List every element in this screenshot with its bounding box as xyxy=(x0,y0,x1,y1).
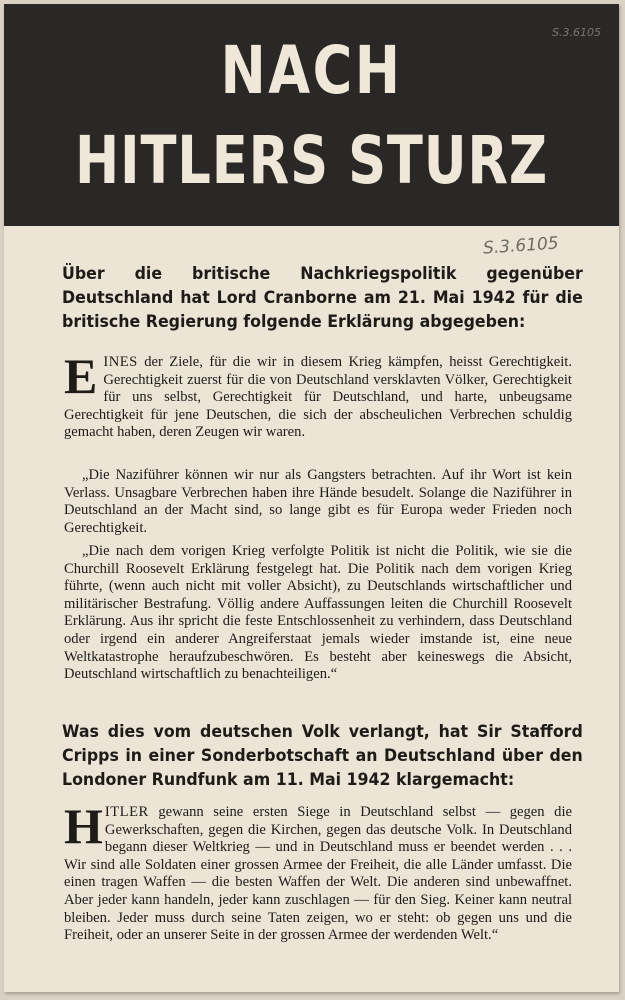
archive-stamp-top: S.3.6105 xyxy=(552,26,601,39)
section1-heading: Über die britische Nachkriegspolitik gegenüber Deutschland hat Lord Cranborne am 21. Mai 1942 für die britische Regierung folgende Erklärung abgegeben: xyxy=(62,264,583,332)
section1-paragraph-2: „Die Naziführer können wir nur als Gangsters betrachten. Auf ihr Wort ist kein Verlass. Unsagbare Verbrechen haben ihre Hände besudelt. Solange die Naziführer in Deutschland an der Macht sind, so lange gibt es für Europa weder Frieden noch Gerechtigkeit. xyxy=(64,467,572,536)
opening-caps: INES xyxy=(103,354,138,370)
section2-paragraph-1 xyxy=(64,798,572,945)
title-line-2: HITLERS STURZ xyxy=(75,122,548,199)
section1-paragraph-3: „Die nach dem vorigen Krieg verfolgte Politik ist nicht die Politik, wie sie die Churchill Roosevelt Erklärung festgelegt hat. Die Politik nach dem vorigen Krieg führte, (wenn auch nicht mit voller Absicht), zu Deutschlands wirtschaftlicher und militärischer Bestrafung. Völlig andere Auffassungen leiten die Churchill Roosevelt Erklärung. Aus ihr spricht die feste Entschlossenheit zu verhindern, dass Deutschland oder irgend ein anderer Angreiferstaat jemals wieder imstande ist, eine neue Weltkatastrophe heraufzubeschwören. Es besteht aber keineswegs die Absicht, Deutschland wirtschaftlich zu benachteiligen.“ xyxy=(64,543,572,683)
leaflet-page xyxy=(4,4,619,992)
section1-paragraph-1 xyxy=(64,348,572,442)
dropcap-letter: H xyxy=(64,798,103,854)
section2-heading: Was dies vom deutschen Volk verlangt, hat Sir Stafford Cripps in einer Sonderbotschaft an Deutschland über den Londoner Rundfunk am 11. Mai 1942 klargemacht: xyxy=(62,722,583,790)
dropcap-letter: E xyxy=(64,348,98,404)
paragraph-text: der Ziele, für die wir in diesem Krieg kämpfen, heisst Gerechtigkeit. Gerechtigkeit zuerst für die von Deutschland versklavten Völker, Gerechtigkeit für uns selbst, Gerechtigkeit für Deutschland, und harte, unbeugsame Gerechtigkeit für jene Deutschen, die sich der abscheulichen Verbrechen schuldig gemacht haben, deren Zeugen wir waren. xyxy=(64,354,572,441)
opening-caps: ITLER xyxy=(104,804,149,820)
title-line-1: NACH xyxy=(220,32,403,109)
paragraph-text: gewann seine ersten Siege in Deutschland selbst — gegen die Gewerkschaften, gegen die Kirchen, gegen das deutsche Volk. In Deutschland begann dieser Weltkrieg — und in Deutschland muss er beendet werden . . . Wir sind alle Soldaten einer grossen Armee der Freiheit, die alle Länder umfasst. Die einen tragen Waffen — die besten Waffen der Welt. Die anderen sind unbewaffnet. Aber jeder kann handeln, jeder kann zuschlagen — für den Sieg. Keiner kann neutral bleiben. Jeder muss durch seine Taten zeigen, wo er steht: ob gegen uns und die Freiheit, oder an unserer Seite in der grossen Armee der werdenden Welt.“ xyxy=(64,804,572,944)
archive-stamp-handwritten: S.3.6105 xyxy=(482,233,560,259)
title-banner xyxy=(4,4,619,226)
